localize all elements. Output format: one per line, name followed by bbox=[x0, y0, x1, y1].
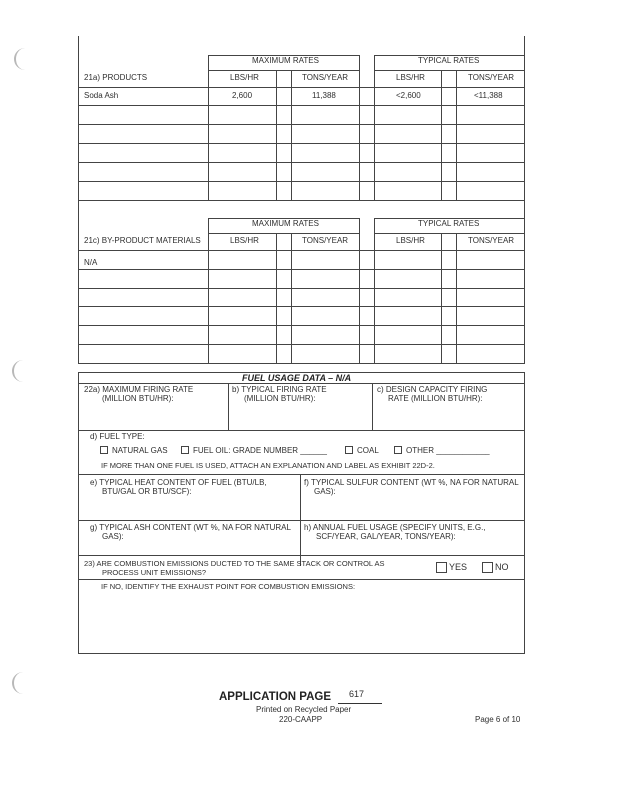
fuel-type-label: d) FUEL TYPE: bbox=[90, 432, 145, 441]
natural-gas-label: NATURAL GAS bbox=[112, 446, 168, 455]
col-typ-tons-yr: TONS/YEAR bbox=[468, 73, 515, 82]
product-typ-tons-yr: <11,388 bbox=[474, 91, 503, 100]
typical-firing-rate-units: (MILLION BTU/HR): bbox=[244, 394, 316, 403]
natural-gas-checkbox[interactable] bbox=[100, 446, 108, 454]
product-typ-lbs-hr: <2,600 bbox=[396, 91, 421, 100]
heat-content-label: e) TYPICAL HEAT CONTENT OF FUEL (BTU/LB, bbox=[90, 478, 267, 487]
design-capacity-label: c) DESIGN CAPACITY FIRING bbox=[377, 385, 488, 394]
annual-fuel-usage-label: h) ANNUAL FUEL USAGE (SPECIFY UNITS, E.G., bbox=[304, 523, 486, 532]
byproducts-label: 21c) BY-PRODUCT MATERIALS bbox=[84, 236, 201, 245]
heat-content-units: BTU/GAL OR BTU/SCF): bbox=[102, 487, 192, 496]
other-fuel-label: OTHER ____________ bbox=[406, 446, 490, 455]
other-fuel-checkbox[interactable] bbox=[394, 446, 402, 454]
punch-hole-bottom bbox=[12, 672, 32, 694]
punch-hole-middle bbox=[12, 360, 32, 382]
recycled-paper-note: Printed on Recycled Paper bbox=[256, 705, 352, 714]
q23-yes-checkbox[interactable] bbox=[436, 562, 447, 573]
application-page-label: APPLICATION PAGE bbox=[219, 691, 332, 703]
typical-firing-rate-label: b) TYPICAL FIRING RATE bbox=[232, 385, 327, 394]
exhaust-point-label: IF NO, IDENTIFY THE EXHAUST POINT FOR COMBUSTION EMISSIONS: bbox=[101, 582, 356, 591]
byproduct-name: N/A bbox=[84, 258, 98, 267]
byproduct-max-rates-header: MAXIMUM RATES bbox=[252, 219, 319, 228]
products-label: 21a) PRODUCTS bbox=[84, 73, 148, 82]
bp-col-typ-tons-yr: TONS/YEAR bbox=[468, 236, 515, 245]
annual-fuel-usage-units: SCF/YEAR, GAL/YEAR, TONS/YEAR): bbox=[316, 532, 456, 541]
q23-no-checkbox[interactable] bbox=[482, 562, 493, 573]
ash-content-units: GAS): bbox=[102, 532, 124, 541]
typical-rates-header: TYPICAL RATES bbox=[418, 56, 480, 65]
q23-no-label: NO bbox=[495, 562, 509, 572]
fuel-oil-label: FUEL OIL: GRADE NUMBER ______ bbox=[193, 446, 327, 455]
col-typ-lbs-hr: LBS/HR bbox=[396, 73, 425, 82]
sulfur-content-units: GAS): bbox=[314, 487, 336, 496]
product-max-lbs-hr: 2,600 bbox=[232, 91, 253, 100]
byproduct-typical-rates-header: TYPICAL RATES bbox=[418, 219, 480, 228]
punch-hole-top bbox=[14, 48, 34, 70]
application-page-number: 617 bbox=[349, 689, 365, 699]
bp-col-max-lbs-hr: LBS/HR bbox=[230, 236, 259, 245]
col-max-tons-yr: TONS/YEAR bbox=[302, 73, 349, 82]
form-id: 220-CAAPP bbox=[279, 715, 323, 724]
product-max-tons-yr: 11,388 bbox=[312, 91, 336, 100]
design-capacity-units: RATE (MILLION BTU/HR): bbox=[388, 394, 483, 403]
max-firing-rate-label: 22a) MAXIMUM FIRING RATE bbox=[84, 385, 194, 394]
max-rates-header: MAXIMUM RATES bbox=[252, 56, 319, 65]
ash-content-label: g) TYPICAL ASH CONTENT (WT %, NA FOR NATURAL bbox=[90, 523, 291, 532]
product-name: Soda Ash bbox=[84, 91, 119, 100]
q23-yes-label: YES bbox=[449, 562, 468, 572]
bp-col-max-tons-yr: TONS/YEAR bbox=[302, 236, 349, 245]
bp-col-typ-lbs-hr: LBS/HR bbox=[396, 236, 425, 245]
fuel-oil-checkbox[interactable] bbox=[181, 446, 189, 454]
q23-question: 23) ARE COMBUSTION EMISSIONS DUCTED TO THE SAME STACK OR CONTROL AS bbox=[84, 559, 385, 568]
multi-fuel-note: IF MORE THAN ONE FUEL IS USED, ATTACH AN EXPLANATION AND LABEL AS EXHIBIT 22D-2. bbox=[101, 461, 435, 470]
q23-question-cont: PROCESS UNIT EMISSIONS? bbox=[102, 568, 207, 577]
page-count: Page 6 of 10 bbox=[475, 715, 521, 724]
coal-label: COAL bbox=[357, 446, 379, 455]
max-firing-rate-units: (MILLION BTU/HR): bbox=[102, 394, 174, 403]
col-max-lbs-hr: LBS/HR bbox=[230, 73, 259, 82]
sulfur-content-label: f) TYPICAL SULFUR CONTENT (WT %, NA FOR NATURAL bbox=[304, 478, 519, 487]
coal-checkbox[interactable] bbox=[345, 446, 353, 454]
fuel-usage-title: FUEL USAGE DATA – N/A bbox=[242, 373, 352, 383]
